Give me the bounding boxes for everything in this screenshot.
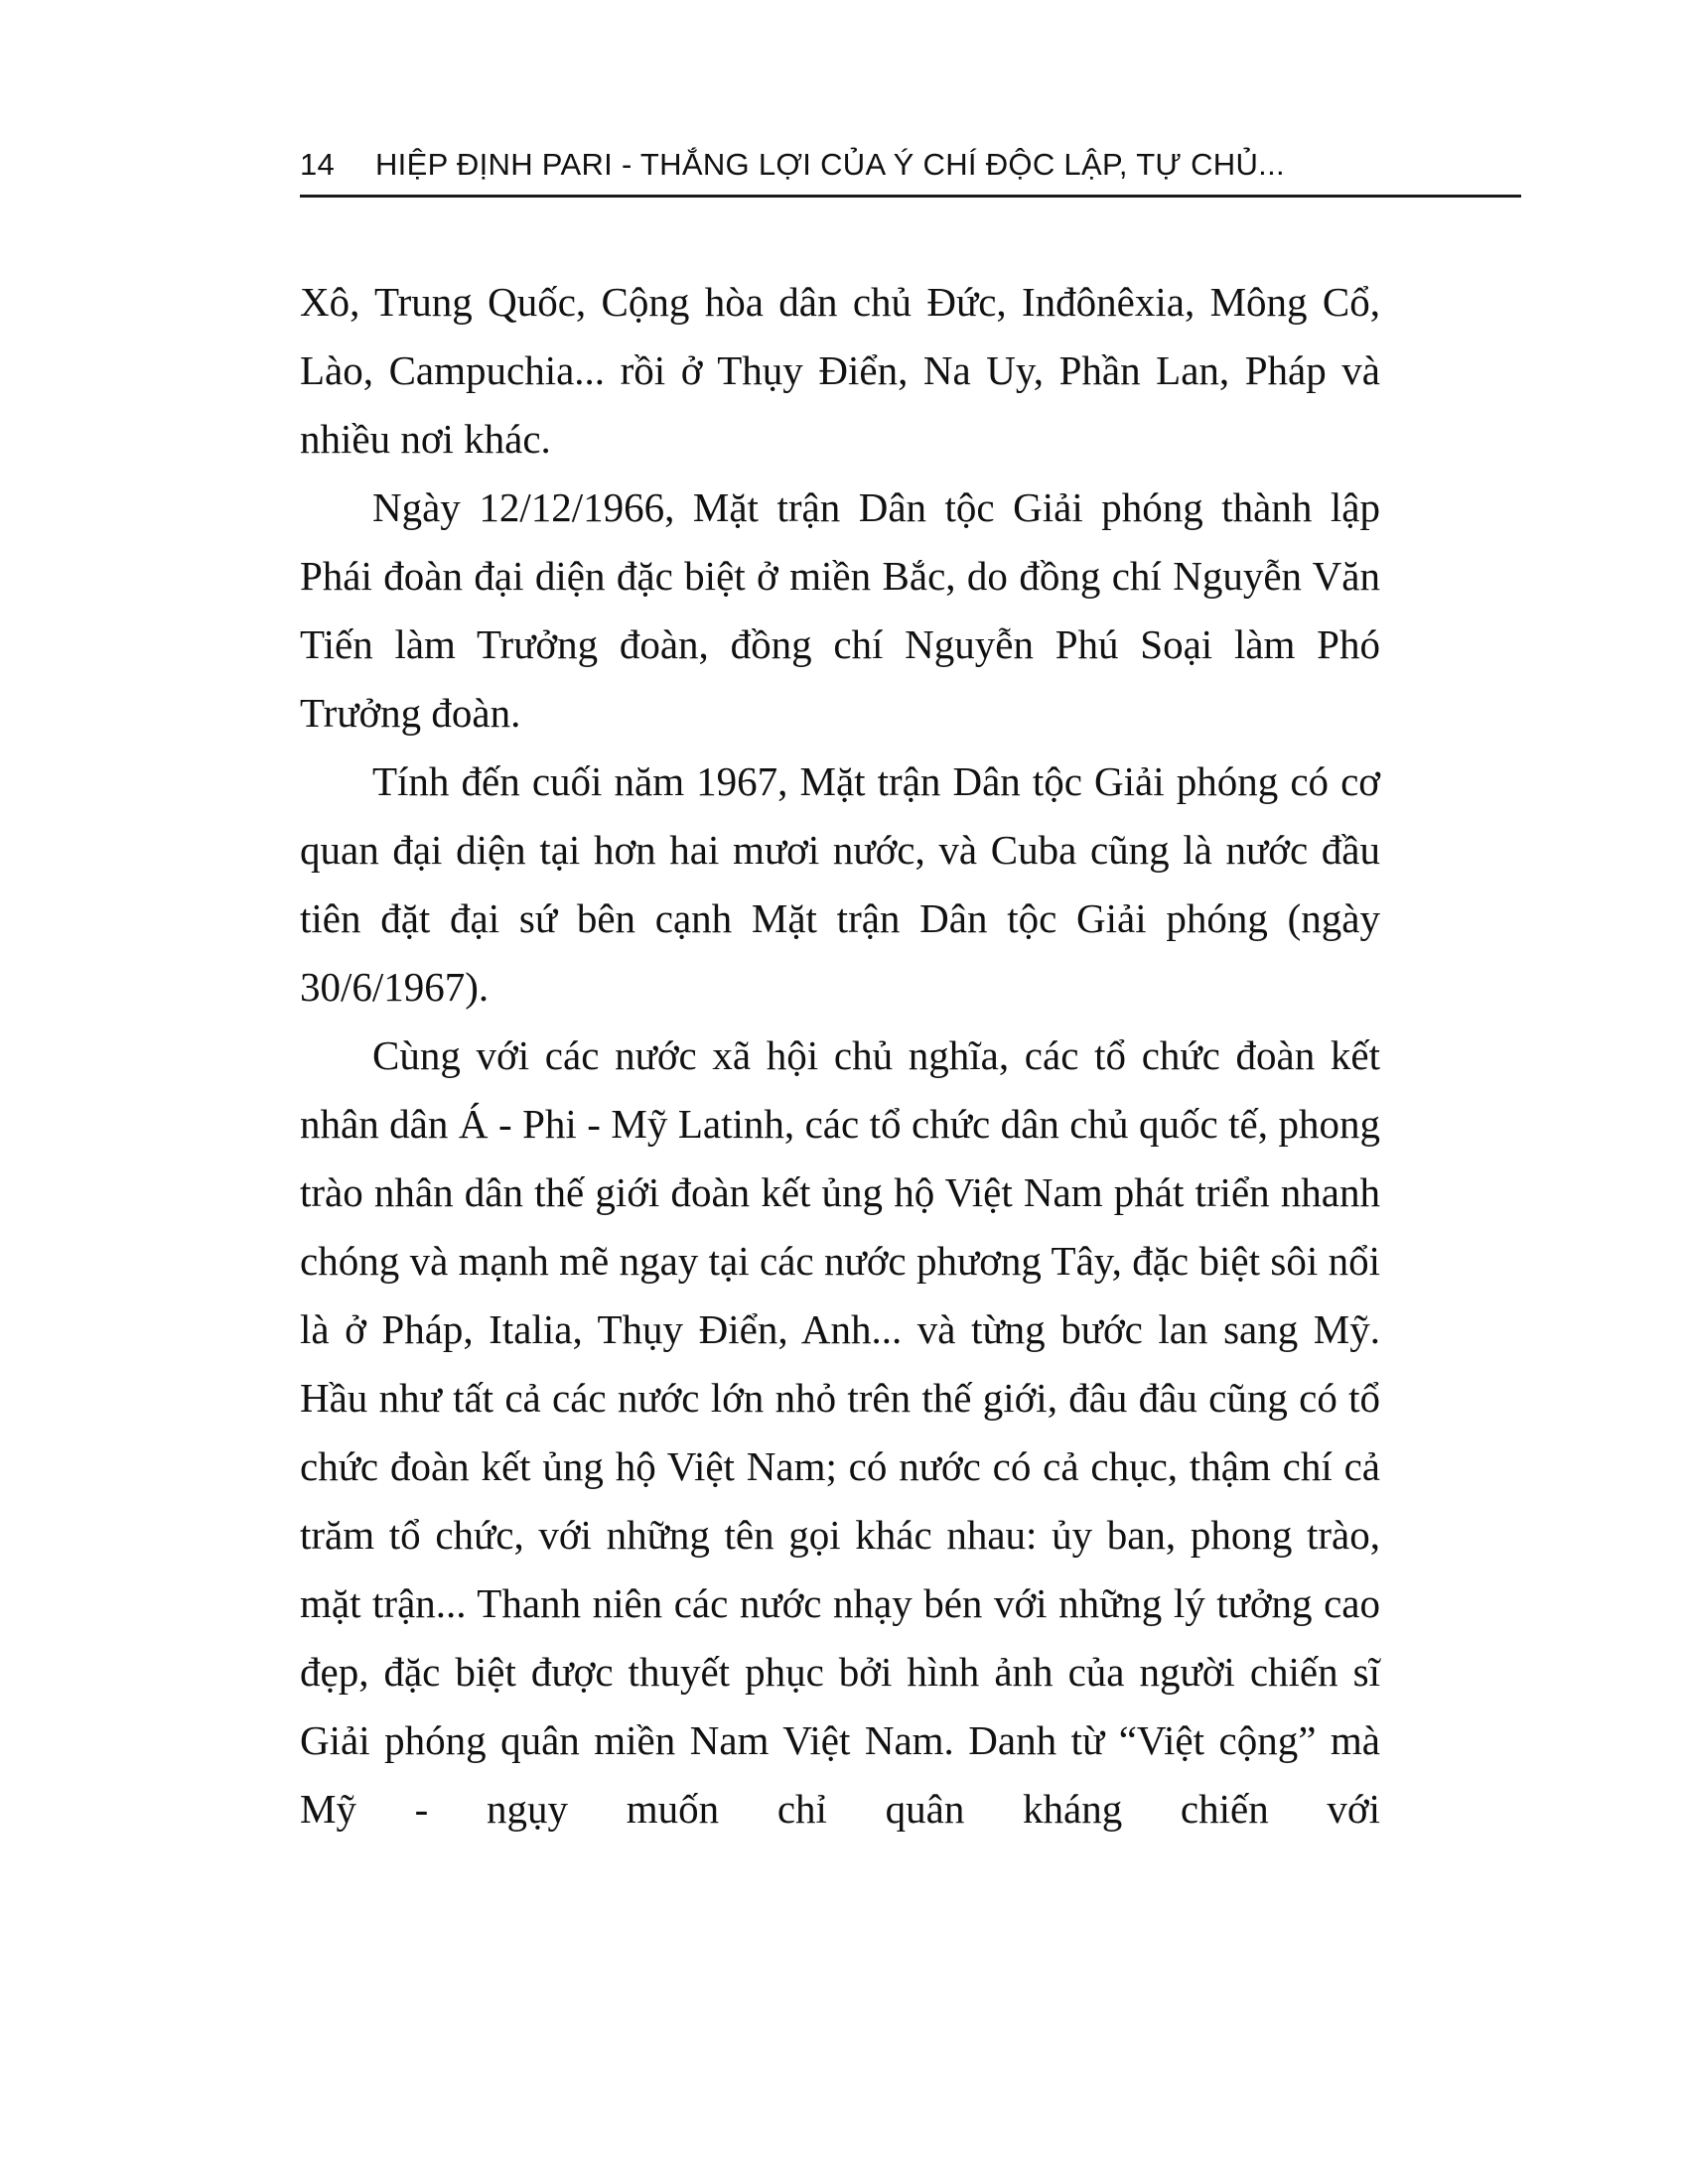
running-title: HIỆP ĐỊNH PARI - THẮNG LỢI CỦA Ý CHÍ ĐỘC LẬP, TỰ CHỦ... xyxy=(375,147,1285,182)
paragraph-solidarity: Cùng với các nước xã hội chủ nghĩa, các tổ chức đoàn kết nhân dân Á - Phi - Mỹ Latinh, các tổ chức dân chủ quốc tế, phong trào nhân dân thế giới đoàn kết ủng hộ Việt Nam phát triển nhanh chóng và mạnh mẽ ngay tại các nước phương Tây, đặc biệt sôi nổi là ở Pháp, Italia, Thụy Điển, Anh... và từng bước lan sang Mỹ. Hầu như tất cả các nước lớn nhỏ trên thế giới, đâu đâu cũng có tổ chức đoàn kết ủng hộ Việt Nam; có nước có cả chục, thậm chí cả trăm tổ chức, với những tên gọi khác nhau: ủy ban, phong trào, mặt trận... Thanh niên các nước nhạy bén với những lý tưởng cao đẹp, đặc biệt được thuyết phục bởi hình ảnh của người chiến sĩ Giải phóng quân miền Nam Việt Nam. Danh từ “Việt cộng” mà Mỹ - ngụy muốn chỉ quân kháng chiến với xyxy=(300,1032,1380,1832)
page-number: 14 xyxy=(300,147,336,182)
running-header xyxy=(300,145,1521,198)
body-text xyxy=(300,268,1380,1843)
paragraph-representatives: Tính đến cuối năm 1967, Mặt trận Dân tộc Giải phóng có cơ quan đại diện tại hơn hai mươi nước, và Cuba cũng là nước đầu tiên đặt đại sứ bên cạnh Mặt trận Dân tộc Giải phóng (ngày 30/6/1967). xyxy=(300,758,1380,1010)
paragraph-continued: Xô, Trung Quốc, Cộng hòa dân chủ Đức, Inđônêxia, Mông Cổ, Lào, Campuchia... rồi ở Thụy Điển, Na Uy, Phần Lan, Pháp và nhiều nơi khác. xyxy=(300,279,1380,462)
paragraph-delegation: Ngày 12/12/1966, Mặt trận Dân tộc Giải phóng thành lập Phái đoàn đại diện đặc biệt ở miền Bắc, do đồng chí Nguyễn Văn Tiến làm Trưởng đoàn, đồng chí Nguyễn Phú Soại làm Phó Trưởng đoàn. xyxy=(300,484,1380,736)
